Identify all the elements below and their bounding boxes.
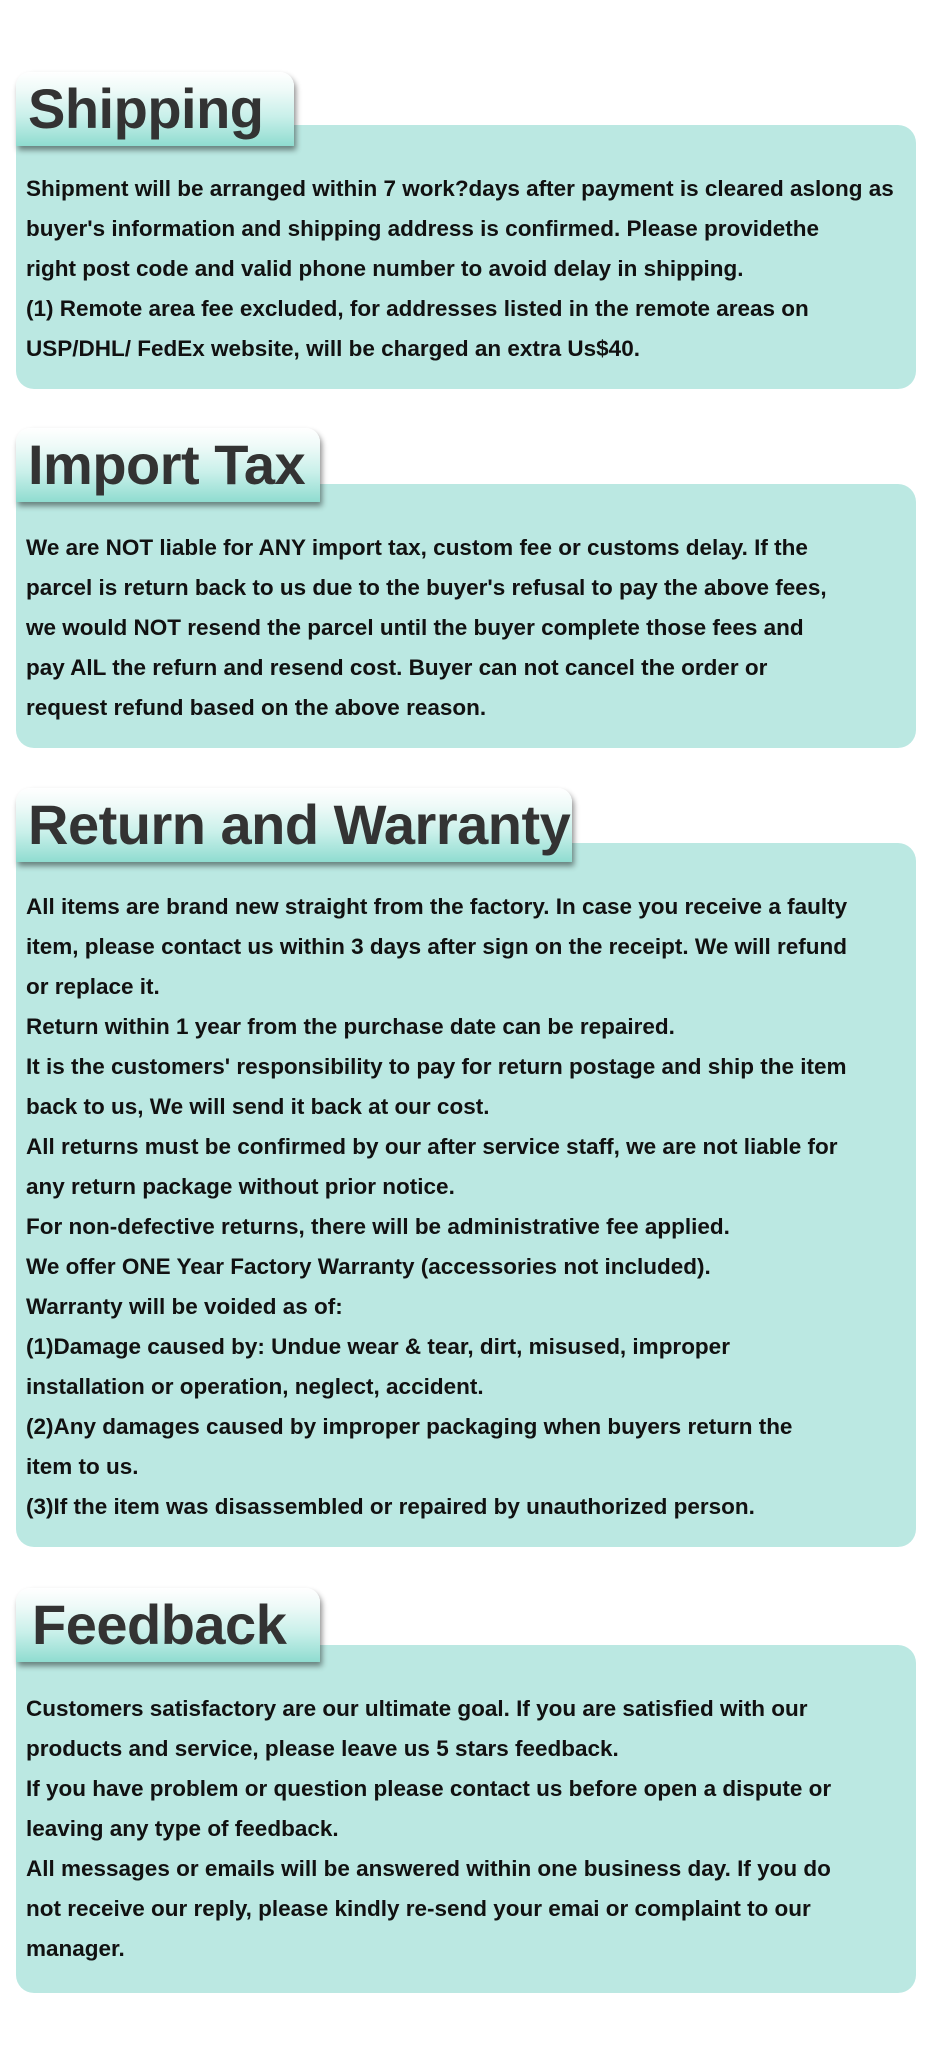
- shipping-line: USP/DHL/ FedEx website, will be charged an extra Us$40.: [26, 336, 640, 361]
- return-warranty-line: (3)If the item was disassembled or repaired by unauthorized person.: [26, 1494, 755, 1519]
- return-warranty-line: installation or operation, neglect, accident.: [26, 1374, 484, 1399]
- return-warranty-line: (2)Any damages caused by improper packaging when buyers return the: [26, 1414, 793, 1439]
- return-warranty-line: Warranty will be voided as of:: [26, 1294, 343, 1319]
- feedback-line: not receive our reply, please kindly re-send your emai or complaint to our: [26, 1896, 811, 1921]
- return-warranty-card: [16, 843, 916, 1547]
- import-tax-card: [16, 484, 916, 748]
- shipping-title: Shipping: [28, 77, 264, 140]
- return-warranty-line: It is the customers' responsibility to pay for return postage and ship the item: [26, 1054, 847, 1079]
- return-warranty-line: Return within 1 year from the purchase date can be repaired.: [26, 1014, 675, 1039]
- return-warranty-line: item to us.: [26, 1454, 139, 1479]
- import-tax-line: request refund based on the above reason.: [26, 695, 487, 720]
- shipping-line: Shipment will be arranged within 7 work?days after payment is cleared aslong as: [26, 176, 894, 201]
- feedback-heading-tab: [16, 1588, 320, 1662]
- shipping-line: buyer's information and shipping address is confirmed. Please providethe: [26, 216, 820, 241]
- return-warranty-heading-tab: [16, 788, 572, 862]
- return-warranty-line: back to us, We will send it back at our cost.: [26, 1094, 490, 1119]
- shipping-line: (1) Remote area fee excluded, for addresses listed in the remote areas on: [26, 296, 809, 321]
- feedback-card: [16, 1645, 916, 1993]
- shipping-line: right post code and valid phone number to avoid delay in shipping.: [26, 256, 744, 281]
- return-warranty-title: Return and Warranty: [28, 793, 571, 856]
- return-warranty-line: or replace it.: [26, 974, 160, 999]
- feedback-title: Feedback: [32, 1593, 287, 1656]
- import-tax-line: pay AlL the refurn and resend cost. Buyer can not cancel the order or: [26, 655, 768, 680]
- feedback-line: All messages or emails will be answered within one business day. If you do: [26, 1856, 831, 1881]
- return-warranty-line: All items are brand new straight from the factory. In case you receive a faulty: [26, 894, 848, 919]
- shipping-heading-tab: [16, 72, 294, 146]
- feedback-line: Customers satisfactory are our ultimate goal. If you are satisfied with our: [26, 1696, 808, 1721]
- import-tax-line: We are NOT liable for ANY import tax, custom fee or customs delay. If the: [26, 535, 808, 560]
- return-warranty-line: We offer ONE Year Factory Warranty (accessories not included).: [26, 1254, 711, 1279]
- return-warranty-line: item, please contact us within 3 days after sign on the receipt. We will refund: [26, 934, 848, 959]
- import-tax-line: we would NOT resend the parcel until the buyer complete those fees and: [26, 615, 804, 640]
- feedback-line: If you have problem or question please contact us before open a dispute or: [26, 1776, 832, 1801]
- feedback-line: products and service, please leave us 5 stars feedback.: [26, 1736, 619, 1761]
- return-warranty-line: All returns must be confirmed by our after service staff, we are not liable for: [26, 1134, 838, 1159]
- return-warranty-line: (1)Damage caused by: Undue wear & tear, dirt, misused, improper: [26, 1334, 730, 1359]
- import-tax-line: parcel is return back to us due to the buyer's refusal to pay the above fees,: [26, 575, 827, 600]
- import-tax-title: Import Tax: [28, 433, 306, 496]
- shipping-card: [16, 125, 916, 389]
- import-tax-heading-tab: [16, 428, 320, 502]
- return-warranty-line: any return package without prior notice.: [26, 1174, 455, 1199]
- feedback-line: manager.: [26, 1936, 125, 1961]
- return-warranty-line: For non-defective returns, there will be administrative fee applied.: [26, 1214, 730, 1239]
- feedback-line: leaving any type of feedback.: [26, 1816, 339, 1841]
